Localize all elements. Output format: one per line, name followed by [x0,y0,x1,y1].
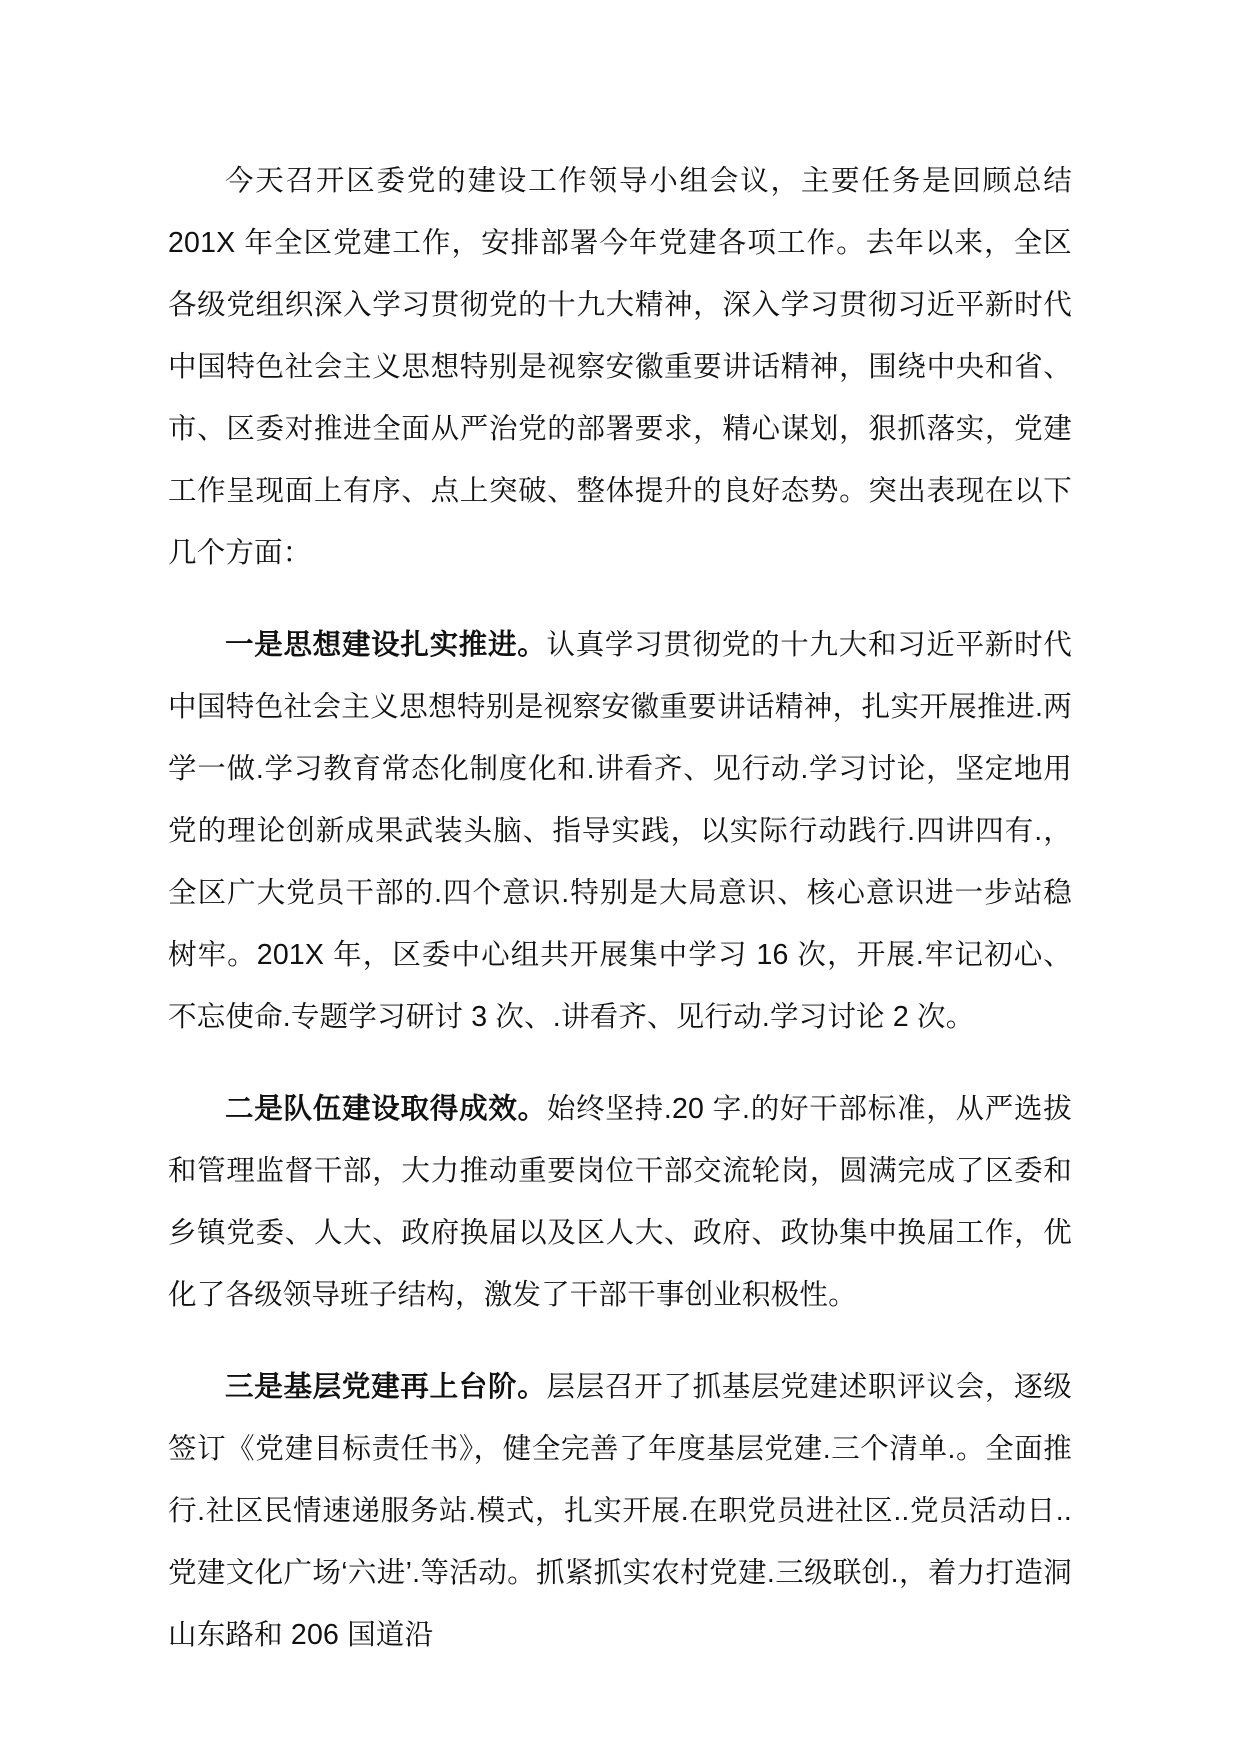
paragraph-text: 层层召开了抓基层党建述职评议会，逐级签订《党建目标责任书》，健全完善了年度基层党建.三个清单.。全面推行.社区民情速递服务站.模式，扎实开展.在职党员进社区..党员活动日..党建文化广场‘六进’.等活动。抓紧抓实农村党建.三级联创.，着力打造洞山东路和 206 国道沿 [168,1371,1073,1651]
paragraph-point-two [168,1078,1072,1326]
paragraph-point-three [168,1356,1072,1666]
paragraph-text: 始终坚持.20 字.的好干部标准，从严选拔和管理监督干部，大力推动重要岗位干部交流轮岗，圆满完成了区委和乡镇党委、人大、政府换届以及区人大、政府、政协集中换届工作，优化了各级领导班子结构，激发了干部干事创业积极性。 [168,1093,1072,1311]
paragraph-lead: 三是基层党建再上台阶。 [225,1371,547,1403]
paragraph-lead: 一是思想建设扎实推进。 [225,629,547,661]
paragraph-intro [168,150,1072,584]
document-body [168,150,1072,1666]
paragraph-lead: 二是队伍建设取得成效。 [225,1093,547,1125]
paragraph-point-one [168,614,1072,1048]
paragraph-text: 今天召开区委党的建设工作领导小组会议，主要任务是回顾总结 201X 年全区党建工作，安排部署今年党建各项工作。去年以来，全区各级党组织深入学习贯彻党的十九大精神，深入学习贯彻习近平新时代中国特色社会主义思想特别是视察安徽重要讲话精神，围绕中央和省、市、区委对推进全面从严治党的部署要求，精心谋划，狠抓落实，党建工作呈现面上有序、点上突破、整体提升的良好态势。突出表现在以下几个方面： [168,165,1072,569]
paragraph-text: 认真学习贯彻党的十九大和习近平新时代中国特色社会主义思想特别是视察安徽重要讲话精神，扎实开展推进.两学一做.学习教育常态化制度化和.讲看齐、见行动.学习讨论，坚定地用党的理论创新成果武装头脑、指导实践，以实际行动践行.四讲四有.，全区广大党员干部的.四个意识.特别是大局意识、核心意识进一步站稳树牢。201X 年，区委中心组共开展集中学习 16 次，开展.牢记初心、不忘使命.专题学习研讨 3 次、.讲看齐、见行动.学习讨论 2 次。 [168,629,1073,1033]
